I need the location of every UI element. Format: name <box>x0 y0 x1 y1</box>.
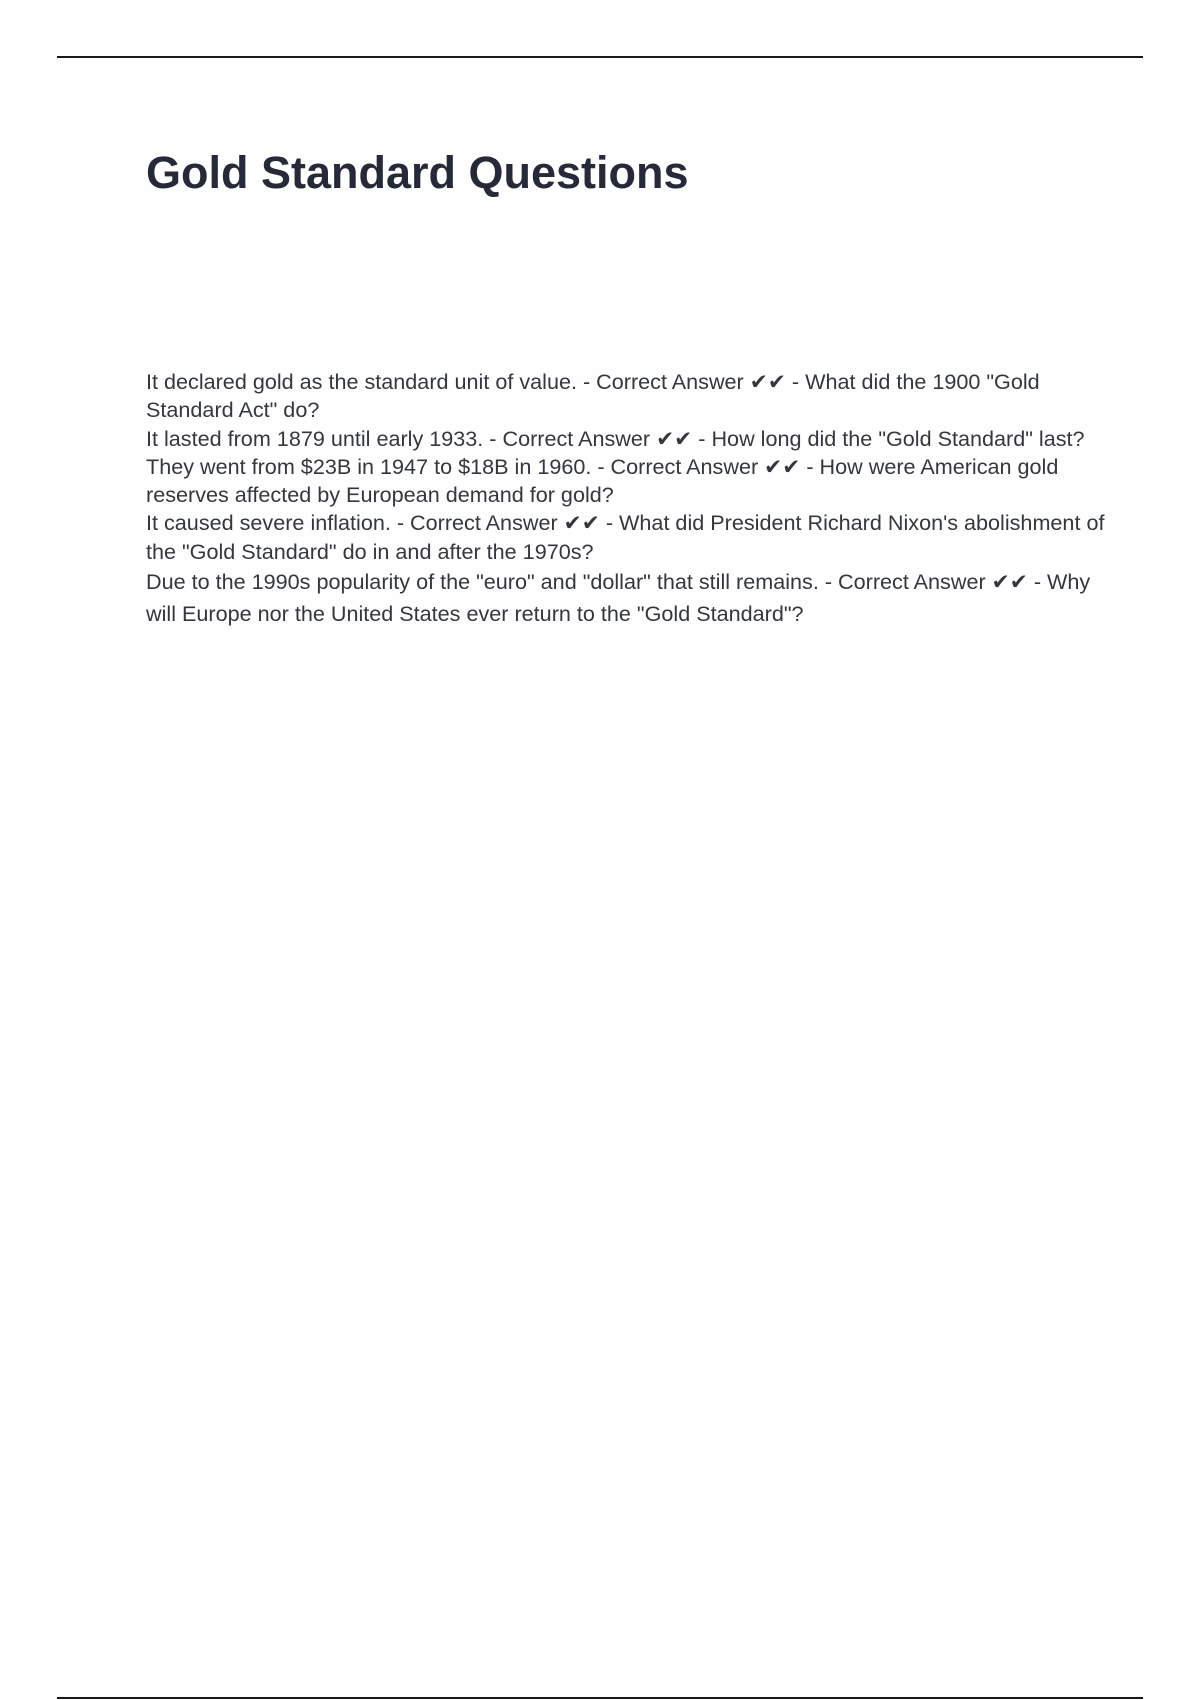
qa-item: They went from $23B in 1947 to $18B in 1960. - Correct Answer ✔✔ - How were American gold reserves affected by European demand for gold? <box>146 453 1059 508</box>
qa-item: It lasted from 1879 until early 1933. - Correct Answer ✔✔ - How long did the "Gold Standard" last? <box>146 425 1085 451</box>
qa-item: It caused severe inflation. - Correct Answer ✔✔ - What did President Richard Nixon's abolishment of the "Gold Standard" do in and after the 1970s? <box>146 510 1105 564</box>
qa-item: Due to the 1990s popularity of the "euro" and "dollar" that still remains. - Correct Answer ✔✔ - Why will Europe nor the United States ever return to the "Gold Standard"? <box>146 569 1091 627</box>
page-title: Gold Standard Questions <box>146 147 689 198</box>
qa-list <box>146 368 1106 630</box>
top-divider <box>57 56 1143 58</box>
qa-item: It declared gold as the standard unit of value. - Correct Answer ✔✔ - What did the 1900 "Gold Standard Act" do? <box>146 369 1040 423</box>
bottom-divider <box>57 1697 1143 1699</box>
